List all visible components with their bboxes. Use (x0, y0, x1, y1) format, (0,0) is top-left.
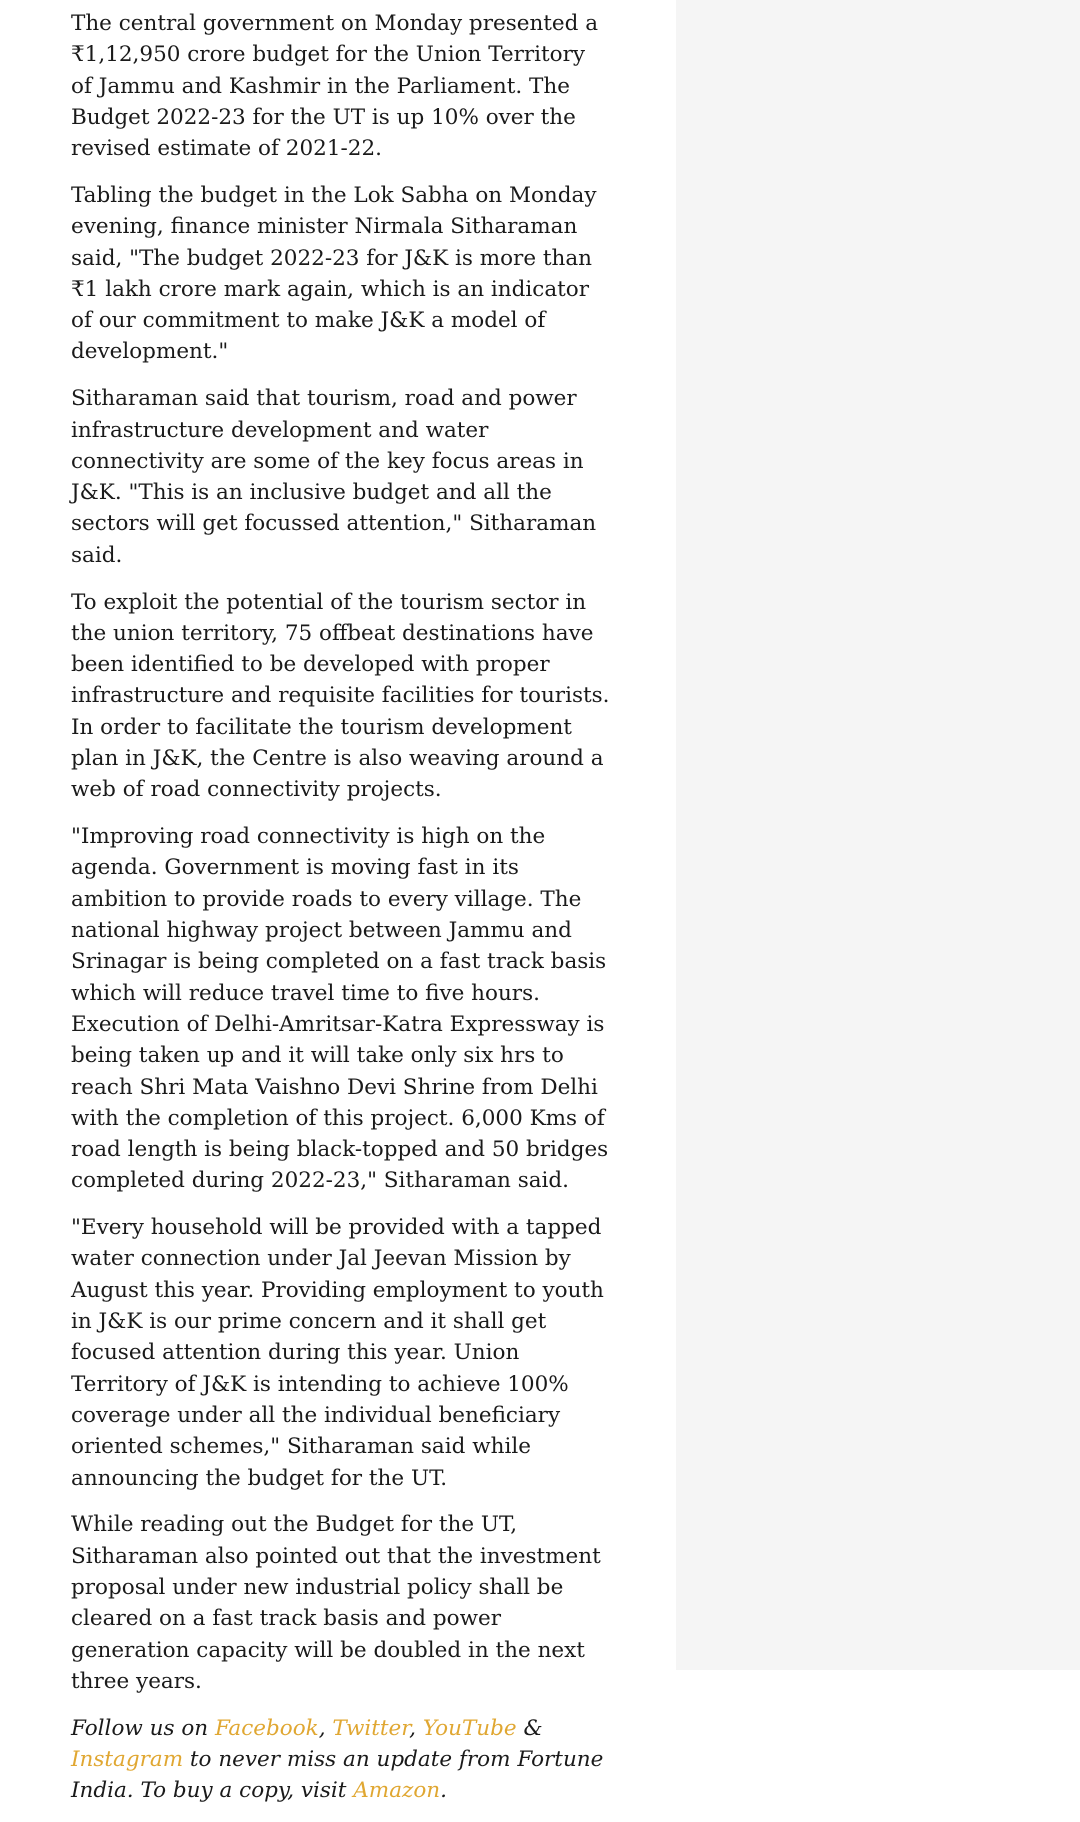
follow-prefix: Follow us on (71, 1715, 215, 1741)
paragraph-1: The central government on Monday presented a ₹1,12,950 crore budget for the Union Territory of Jammu and Kashmir in the Parliament. The Budget 2022-23 for the UT is up 10% over the revised estimate of 2021-22. (71, 11, 599, 162)
follow-end: . (440, 1778, 447, 1804)
follow-ampersand: & (516, 1715, 543, 1741)
paragraph-7: While reading out the Budget for the UT, Sitharaman also pointed out that the investment proposal under new industrial policy shall be cleared on a fast track basis and power generation capacity will be doubled in the next three years. (71, 1512, 601, 1694)
amazon-link[interactable]: Amazon (353, 1778, 441, 1804)
paragraph-6: "Every household will be provided with a tapped water connection under Jal Jeevan Mission by August this year. Providing employment to youth in J&K is our prime concern and it shall get focused attention during this year. Union Territory of J&K is intending to achieve 100% coverage under all the individual beneficiary oriented schemes," Sitharaman said while announcing the budget for the UT. (71, 1215, 604, 1491)
follow-separator: , (409, 1715, 423, 1741)
follow-us-note (71, 1713, 611, 1807)
youtube-link[interactable]: YouTube (422, 1715, 517, 1741)
paragraph-4: To exploit the potential of the tourism sector in the union territory, 75 offbeat destinations have been identified to be developed with proper infrastructure and requisite facilities for tourists. In order to facilitate the tourism development plan in J&K, the Centre is also weaving around a web of road connectivity projects. (71, 589, 610, 803)
facebook-link[interactable]: Facebook (214, 1715, 319, 1741)
article-body (71, 8, 611, 1822)
right-sidebar (676, 0, 1080, 1670)
twitter-link[interactable]: Twitter (332, 1715, 410, 1741)
paragraph-3: Sitharaman said that tourism, road and power infrastructure development and water connectivity are some of the key focus areas in J&K. "This is an inclusive budget and all the sectors will get focussed attention," Sitharaman said. (71, 386, 597, 568)
follow-separator: , (318, 1715, 333, 1741)
paragraph-5: "Improving road connectivity is high on the agenda. Government is moving fast in its ambition to provide roads to every village. The national highway project between Jammu and Srinagar is being completed on a fast track basis which will reduce travel time to five hours. Execution of Delhi-Amritsar-Katra Expressway is being taken up and it will take only six hrs to reach Shri Mata Vaishno Devi Shrine from Delhi with the completion of this project. 6,000 Kms of road length is being black-topped and 50 bridges completed during 2022-23," Sitharaman said. (71, 824, 609, 1194)
paragraph-2: Tabling the budget in the Lok Sabha on Monday evening, finance minister Nirmala Sitharaman said, "The budget 2022-23 for J&K is more than ₹1 lakh crore mark again, which is an indicator of our commitment to make J&K a model of development." (71, 182, 597, 365)
follow-middle-text: to never miss an update from Fortune India. To buy a copy, visit (71, 1746, 604, 1804)
instagram-link[interactable]: Instagram (71, 1746, 184, 1772)
